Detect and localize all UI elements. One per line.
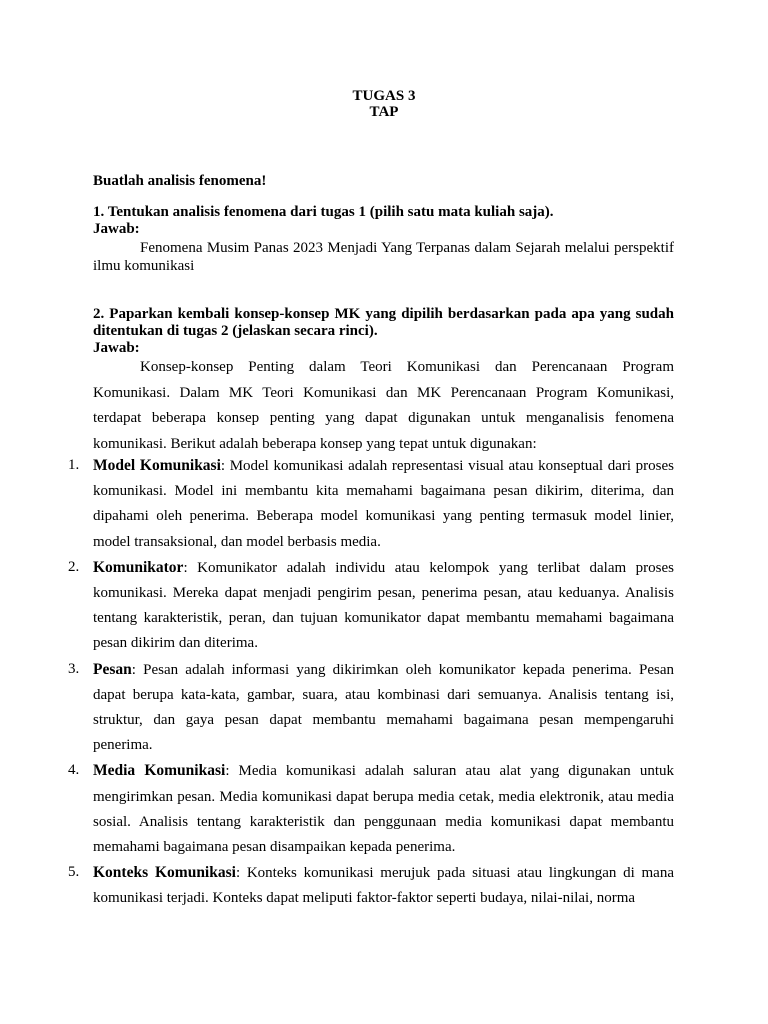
document-title: TUGAS 3 bbox=[352, 88, 416, 104]
list-item-text: : Konteks komunikasi merujuk pada situasi atau lingkungan di mana komunikasi terjadi. Konteks dapat meliputi faktor-faktor seperti budaya, nilai-nilai, norma bbox=[93, 865, 674, 907]
list-item-text: : Komunikator adalah individu atau kelompok yang terlibat dalam proses komunikasi. Mereka dapat menjadi pengirim pesan, penerima pesan, atau keduanya. Analisis tentang karakteristik, peran, dan tujuan komunikator dapat membantu memahami bagaimana pesan dikirim dan diterima. bbox=[93, 559, 674, 652]
question-1-answer-label: Jawab: bbox=[93, 221, 140, 237]
question-2-answer-label: Jawab: bbox=[93, 340, 140, 356]
list-item-number: 3. bbox=[68, 660, 80, 677]
question-2-intro: Konsep-konsep Penting dalam Teori Komunikasi dan Perencanaan Program Komunikasi. Dalam MK Teori Komunikasi dan MK Perencanaan Program Komunikasi, terdapat beberapa konsep penting yang dapat digunakan untuk menganalisis fenomena komunikasi. Berikut adalah beberapa konsep yang tepat untuk digunakan: bbox=[93, 359, 674, 452]
list-item-term: Komunikator bbox=[93, 558, 184, 576]
list-item-number: 5. bbox=[68, 864, 80, 881]
list-item-text: : Model komunikasi adalah representasi visual atau konseptual dari proses komunikasi. Model ini membantu kita memahami bagaimana pesan dikirim, diterima, dan dipahami oleh penerima. Beberapa model komunikasi yang penting termasuk model linier, model transaksional, dan model berbasis media. bbox=[93, 458, 674, 550]
list-item bbox=[0, 860, 768, 911]
list-item-text: : Pesan adalah informasi yang dikirimkan oleh komunikator kepada penerima. Pesan dapat berupa kata-kata, gambar, suara, atau kombinasi dari semuanya. Analisis tentang isi, struktur, dan gaya pesan dapat membantu memahami bagaimana pesan mempengaruhi penerima. bbox=[93, 661, 674, 754]
list-item bbox=[0, 453, 768, 555]
list-item-term: Model Komunikasi bbox=[93, 457, 221, 474]
question-2: 2. Paparkan kembali konsep-konsep MK yang dipilih berdasarkan pada apa yang sudah ditentukan di tugas 2 (jelaskan secara rinci). bbox=[93, 306, 674, 339]
list-item bbox=[0, 555, 768, 657]
list-item-term: Media Komunikasi bbox=[93, 762, 226, 780]
list-item-text: : Media komunikasi adalah saluran atau alat yang digunakan untuk mengirimkan pesan. Media komunikasi dapat berupa media cetak, media elektronik, atau media sosial. Analisis tentang karakteristik dan penggunaan media komunikasi dapat membantu memahami bagaimana pesan disampaikan kepada penerima. bbox=[93, 763, 674, 856]
list-item-term: Konteks Komunikasi bbox=[93, 864, 236, 882]
list-item-number: 4. bbox=[68, 762, 80, 779]
document-subtitle: TAP bbox=[369, 104, 399, 120]
list-item-number: 2. bbox=[68, 558, 80, 575]
list-item-number: 1. bbox=[68, 457, 80, 473]
list-item bbox=[0, 758, 768, 860]
question-1-answer: Fenomena Musim Panas 2023 Menjadi Yang Terpanas dalam Sejarah melalui perspektif ilmu komunikasi bbox=[93, 240, 674, 274]
concept-list bbox=[0, 453, 768, 912]
question-1: 1. Tentukan analisis fenomena dari tugas 1 (pilih satu mata kuliah saja). bbox=[93, 204, 554, 220]
list-item bbox=[0, 657, 768, 759]
instruction-text: Buatlah analisis fenomena! bbox=[93, 173, 267, 189]
list-item-term: Pesan bbox=[93, 660, 132, 678]
